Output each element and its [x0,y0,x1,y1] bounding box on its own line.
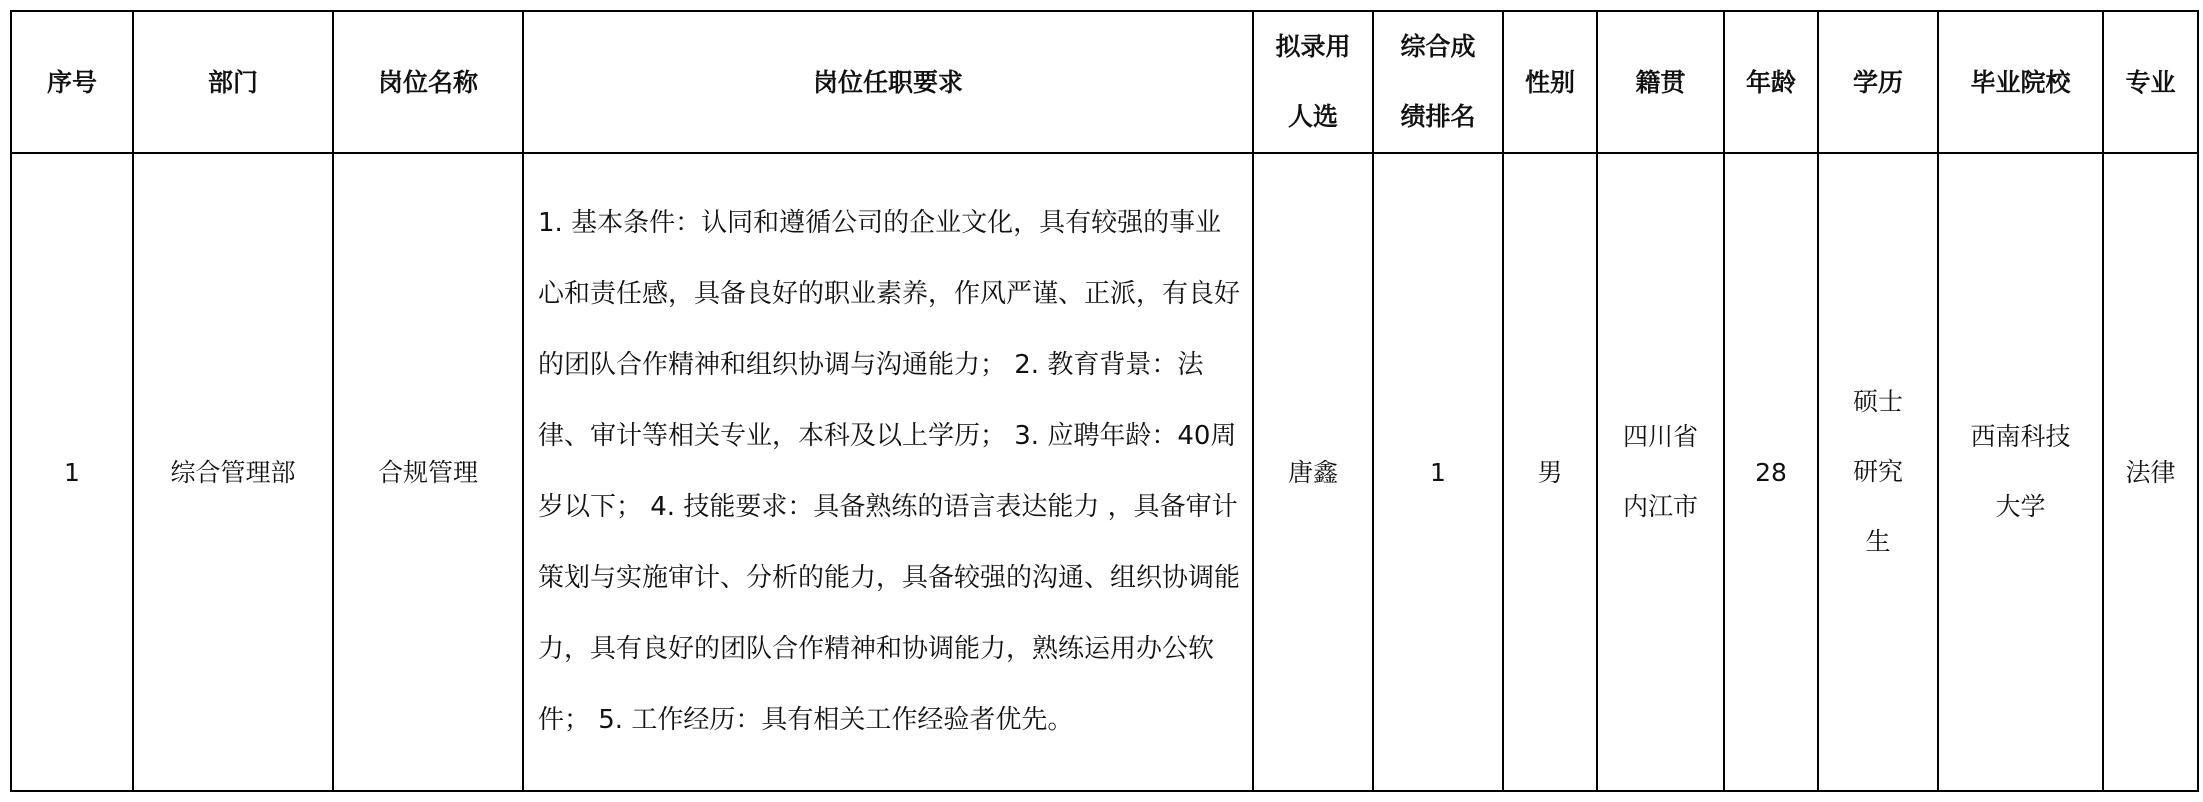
header-seq: 序号 [11,11,133,153]
header-rank-line2: 绩排名 [1400,102,1476,131]
header-rank-line1: 综合成 [1400,32,1476,61]
cell-origin-line1: 四川省 [1622,422,1698,451]
cell-candidate: 唐鑫 [1253,153,1373,791]
cell-age: 28 [1724,153,1818,791]
cell-origin [1597,153,1724,791]
header-rank [1373,11,1503,153]
cell-degree-line2: 研究 [1852,457,1903,486]
cell-major: 法律 [2103,153,2198,791]
cell-school [1938,153,2103,791]
cell-rank: 1 [1373,153,1503,791]
cell-school-line1: 西南科技 [1970,422,2071,451]
header-position: 岗位名称 [333,11,523,153]
header-requirements: 岗位任职要求 [523,11,1253,153]
table-row [11,153,2198,791]
cell-position: 合规管理 [333,153,523,791]
header-major: 专业 [2103,11,2198,153]
header-gender: 性别 [1503,11,1597,153]
header-candidate [1253,11,1373,153]
header-origin: 籍贯 [1597,11,1724,153]
personnel-table [10,10,2199,792]
cell-degree-line3: 生 [1865,527,1891,556]
cell-dept: 综合管理部 [133,153,333,791]
header-dept: 部门 [133,11,333,153]
header-school: 毕业院校 [1938,11,2103,153]
cell-seq: 1 [11,153,133,791]
header-candidate-line1: 拟录用 [1275,32,1351,61]
cell-school-line2: 大学 [1995,492,2046,521]
header-row [11,11,2198,153]
header-age: 年龄 [1724,11,1818,153]
cell-gender: 男 [1503,153,1597,791]
cell-requirements: 1. 基本条件：认同和遵循公司的企业文化，具有较强的事业心和责任感，具备良好的职业素养，作风严谨、正派，有良好的团队合作精神和组织协调与沟通能力； 2. 教育背景：法律、审计等相关专业，本科及以上学历； 3. 应聘年龄：40周岁以下； 4. 技能要求：具备熟练的语言表达能力 ，具备审计策划与实施审计、分析的能力，具备较强的沟通、组织协调能力，具有良好的团队合作精神和协调能力，熟练运用办公软件； 5. 工作经历：具有相关工作经验者优先。 [523,153,1253,791]
header-candidate-line2: 人选 [1287,102,1338,131]
cell-degree [1818,153,1938,791]
cell-origin-line2: 内江市 [1622,492,1698,521]
header-degree: 学历 [1818,11,1938,153]
cell-degree-line1: 硕士 [1852,387,1903,416]
